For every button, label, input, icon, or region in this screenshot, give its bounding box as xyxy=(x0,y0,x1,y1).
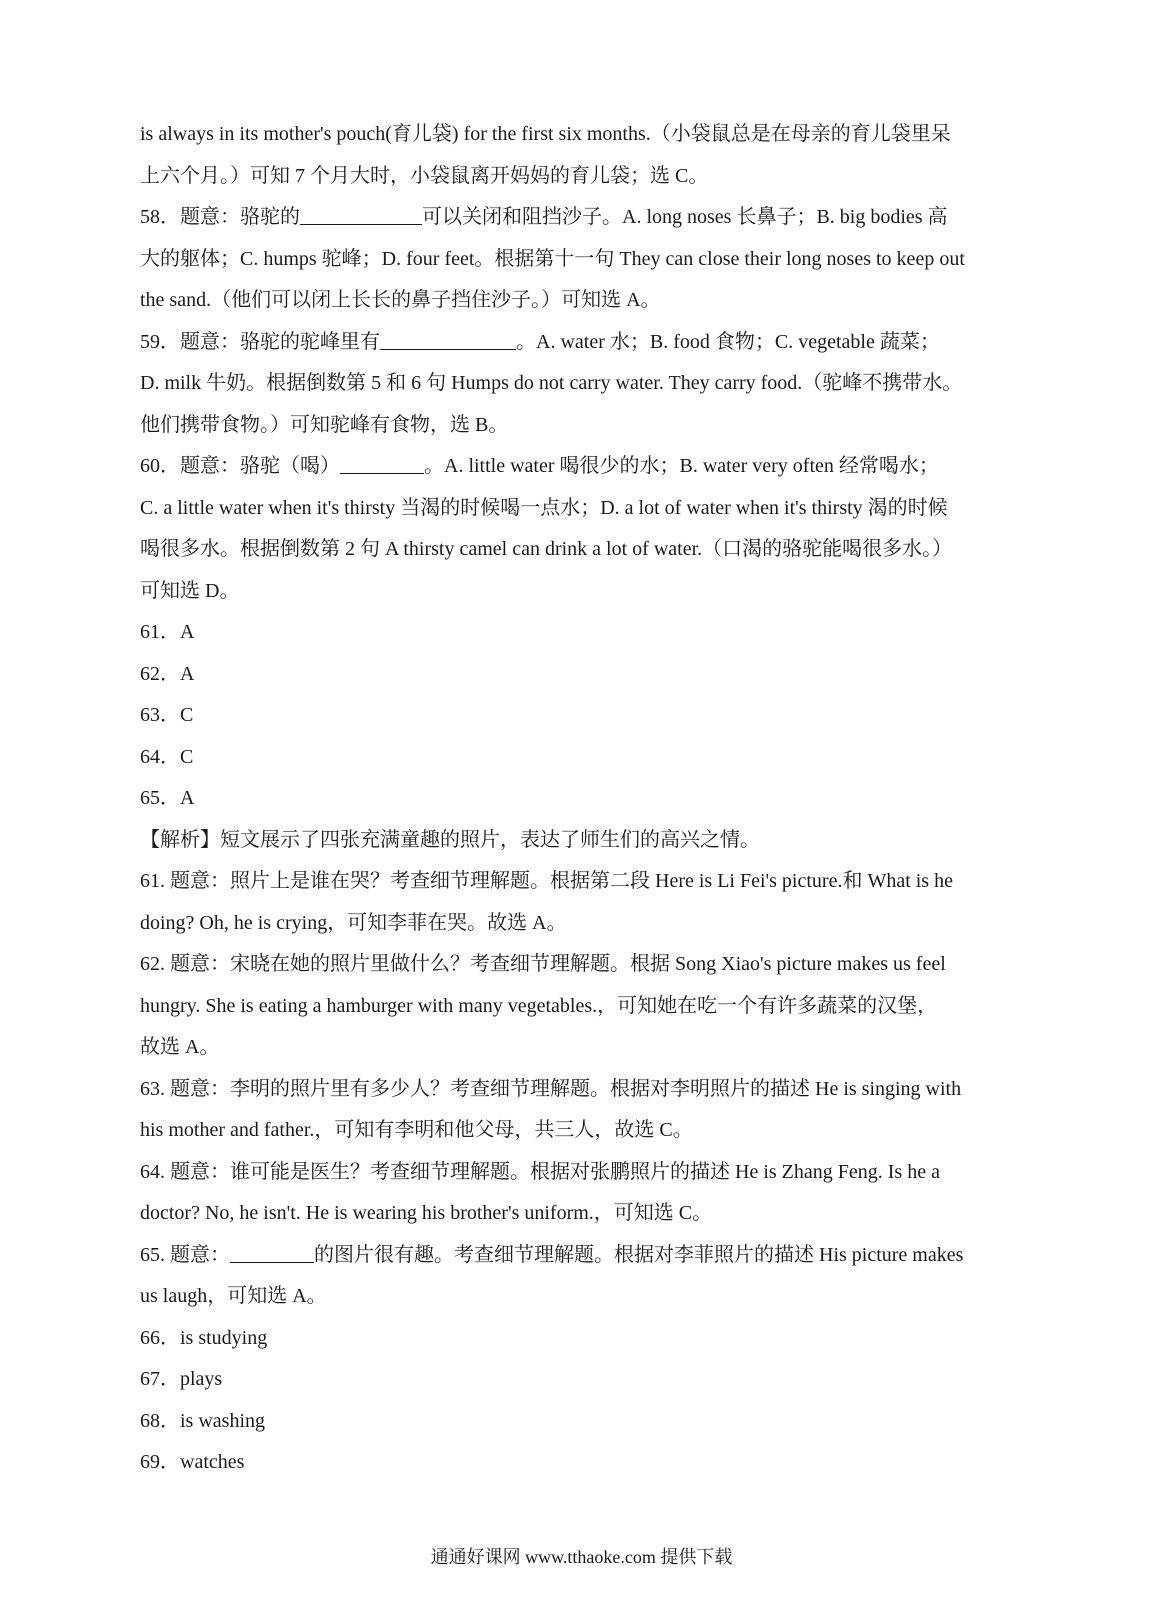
page-footer: 通通好课网 www.tthaoke.com 提供下载 xyxy=(430,1547,733,1567)
answer-line: 61．A xyxy=(140,621,195,643)
text-line: his mother and father.，可知有李明和他父母，共三人，故选 C。 xyxy=(140,1119,693,1141)
text-line: 61. 题意：照片上是谁在哭？考查细节理解题。根据第二段 Here is Li Fei's picture.和 What is he xyxy=(140,870,953,892)
text-line: hungry. She is eating a hamburger with many vegetables.，可知她在吃一个有许多蔬菜的汉堡， xyxy=(140,994,938,1017)
text-line: doctor? No, he isn't. He is wearing his brother's uniform.，可知选 C。 xyxy=(140,1202,713,1224)
text-line: D. milk 牛奶。根据倒数第 5 和 6 句 Humps do not carry water. They carry food.（驼峰不携带水。 xyxy=(140,372,963,394)
text-line: us laugh，可知选 A。 xyxy=(140,1285,327,1307)
text-line: 64. 题意：谁可能是医生？考查细节理解题。根据对张鹏照片的描述 He is Zhang Feng. Is he a xyxy=(140,1160,940,1183)
answer-line: 68．is washing xyxy=(140,1409,265,1432)
line-start: 60．题意：骆驼（喝） xyxy=(140,455,340,477)
text-line: 可知选 D。 xyxy=(140,579,240,602)
answer-line: 66．is studying xyxy=(140,1326,268,1349)
answer-line: 65．A xyxy=(140,787,195,809)
text-line: 喝很多水。根据倒数第 2 句 A thirsty camel can drink a lot of water.（口渴的骆驼能喝很多水。） xyxy=(140,538,953,560)
text-line: 上六个月。）可知 7 个月大时，小袋鼠离开妈妈的育儿袋；选 C。 xyxy=(140,164,709,187)
text-line: 大的躯体；C. humps 驼峰；D. four feet。根据第十一句 They can close their long noses to keep out xyxy=(140,247,965,270)
analysis-heading: 【解析】短文展示了四张充满童趣的照片，表达了师生们的高兴之情。 xyxy=(140,828,760,851)
text-line: is always in its mother's pouch(育儿袋) for the first six months.（小袋鼠总是在母亲的育儿袋里呆 xyxy=(140,123,951,145)
text-line xyxy=(140,446,1013,488)
text-line: C. a little water when it's thirsty 当渴的时候喝一点水；D. a lot of water when it's thirsty 渴的时候 xyxy=(140,496,948,519)
answer-line: 63．C xyxy=(140,704,194,726)
answer-line: 67．plays xyxy=(140,1368,223,1390)
answer-blank xyxy=(230,1242,314,1263)
text-line: 62. 题意：宋晓在她的照片里做什么？考查细节理解题。根据 Song Xiao's picture makes us feel xyxy=(140,953,946,975)
answer-line: 64．C xyxy=(140,745,194,768)
line-start: 58．题意：骆驼的 xyxy=(140,206,300,228)
document-body xyxy=(140,114,1013,1484)
text-line: 故选 A。 xyxy=(140,1036,220,1058)
line-start: 65. 题意： xyxy=(140,1243,230,1266)
text-line: the sand.（他们可以闭上长长的鼻子挡住沙子。）可知选 A。 xyxy=(140,289,661,311)
text-line xyxy=(140,197,1013,239)
answer-blank xyxy=(340,453,424,474)
text-line: doing? Oh, he is crying，可知李菲在哭。故选 A。 xyxy=(140,911,567,934)
line-start: 59．题意：骆驼的驼峰里有 xyxy=(140,330,380,353)
answer-line: 62．A xyxy=(140,662,195,685)
line-end: 可以关闭和阻挡沙子。A. long noses 长鼻子；B. big bodies 高 xyxy=(422,206,948,228)
text-line xyxy=(140,322,1013,364)
line-end: 。A. little water 喝很少的水；B. water very often 经常喝水； xyxy=(424,455,939,477)
line-end: 。A. water 水；B. food 食物；C. vegetable 蔬菜； xyxy=(516,330,940,353)
answer-blank xyxy=(300,204,422,225)
answer-line: 69．watches xyxy=(140,1451,245,1473)
answer-blank xyxy=(380,329,516,350)
text-line: 63. 题意：李明的照片里有多少人？考查细节理解题。根据对李明照片的描述 He is singing with xyxy=(140,1077,962,1100)
text-line xyxy=(140,1235,1013,1277)
line-end: 的图片很有趣。考查细节理解题。根据对李菲照片的描述 His picture makes xyxy=(314,1243,964,1266)
text-line: 他们携带食物。）可知驼峰有食物，选 B。 xyxy=(140,413,509,436)
